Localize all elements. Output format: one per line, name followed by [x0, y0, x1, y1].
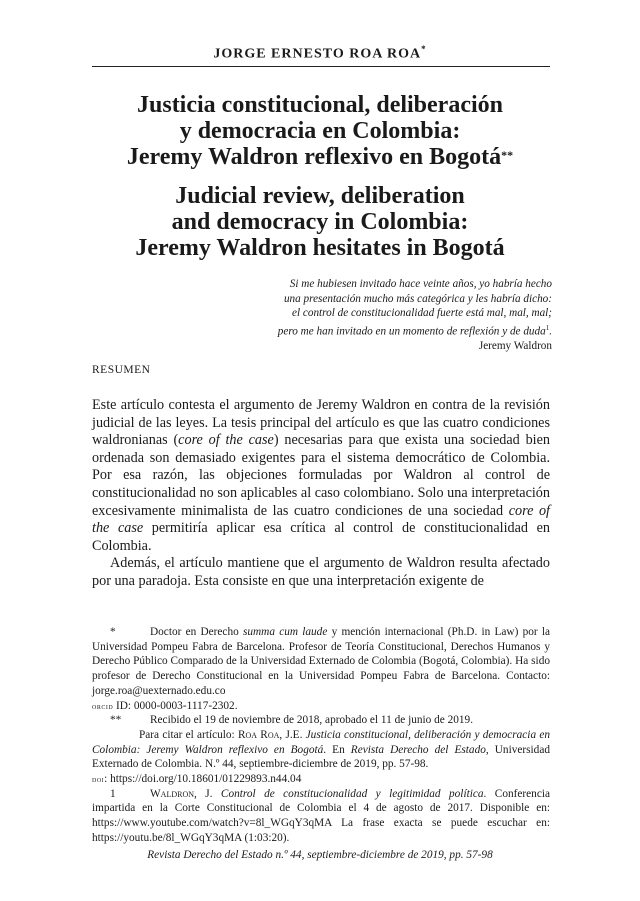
footnote-star-text-b: y mención internacional (Ph.D. in Law) por la Universidad Pompeu Fabra de Barcelona. Profesor de Teoría Constitucional, Derechos Humanos y Derecho Público Comparado de la Universidad Externado de Colombia (Bogotá, Colombia). Ha sido profesor de Derecho Constitucional en la Universidad Pompeu Fabra de Barcelona. Contacto: jorge.roa@uexternado.edu.co [92, 626, 551, 697]
epigraph-line-4: pero me han invitado en un momento de reflexión y de duda [277, 325, 546, 338]
abstract-p1-text-a: Este artículo contesta el argumento de Jeremy Waldron en contra de la revisión judicial de las leyes. La tesis principal del artículo es que las cuatro condiciones waldronianas ( [92, 397, 550, 449]
title-footnote-mark[interactable]: ** [501, 148, 514, 162]
title-en-line-3: Jeremy Waldron hesitates in Bogotá [135, 235, 505, 261]
footnote-1-mark: 1 [110, 787, 116, 800]
journal-footer: Revista Derecho del Estado n.º 44, septiembre-diciembre de 2019, pp. 57-98 [147, 849, 493, 861]
epigraph-period: . [549, 325, 552, 338]
title-spanish [60, 92, 580, 170]
abstract-p1-text-c: permitiría aplicar esa crítica al control de constitucionalidad en Colombia. [92, 520, 550, 554]
doi-link[interactable]: : https://doi.org/10.18601/01229893.n44.04 [104, 773, 302, 786]
footnote-double-star [92, 713, 550, 728]
footnote-1-text[interactable]: . Conferencia impartida en la Corte Constitucional de Colombia el 4 de agosto de 2017. Disponible en: https://www.youtube.com/watch?v=8l_WGqY3qMA La frase exacta se puede escuchar en: https://youtu.be/8l_WGqY3qMA (1:03:20). [92, 787, 550, 844]
orcid-value[interactable]: ID: 0000-0003-1117-2302. [113, 699, 238, 712]
epigraph-line-2: una presentación mucho más categórica y les habría dicho: [283, 292, 552, 305]
running-header-author [0, 44, 640, 63]
abstract-p1-italic-b: core of the case [92, 502, 550, 537]
footnote-1 [92, 787, 550, 846]
footnote-double-star-mark: ** [110, 714, 122, 727]
citation-title: Justicia constitucional, deliberación y democracia en Colombia: Jeremy Waldron reflexivo en Bogotá [92, 728, 551, 756]
footnote-1-initial: , J. [194, 787, 221, 800]
epigraph-line-4-wrap [222, 321, 552, 339]
title-es-line-2: y democracia en Colombia: [179, 118, 461, 144]
citation-intro: Para citar el artículo: [139, 728, 238, 741]
orcid-label: orcid [92, 700, 114, 711]
citation-note [92, 728, 550, 772]
title-en-line-1: Judicial review, deliberation [175, 183, 465, 209]
abstract-body [92, 397, 550, 591]
footnote-1-title: Control de constitucionalidad y legitimidad política [220, 787, 484, 800]
epigraph-line-1: Si me hubiesen invitado hace veinte años, yo habría hecho [289, 278, 552, 290]
footnote-orcid [92, 699, 550, 714]
header-rule [92, 66, 550, 67]
title-es-line-1: Justicia constitucional, deliberación [137, 92, 503, 118]
citation-author: Roa Roa [237, 728, 280, 741]
abstract-p1-text-b: ) necesarias para que exista una sociedad bien ordenada son demasiado exigentes para el sistema democrático de Colombia. Por esa razón, las objeciones formuladas por Waldron al control de constitucionalidad no son aplicables al caso colombiano. Solo una interpretación excesivamente minimalista de las cuatro condiciones de una sociedad [92, 432, 550, 519]
footnote-1-author: Waldron [150, 787, 194, 800]
citation-journal: Revista Derecho del Estado [350, 743, 486, 756]
epigraph-source: Jeremy Waldron [478, 339, 552, 352]
footnote-star-text-a: Doctor en Derecho [150, 626, 243, 638]
footnotes [92, 625, 550, 846]
author-footnote-mark[interactable]: * [421, 44, 427, 54]
title-es-line-3-wrap [60, 144, 580, 170]
abstract-p1-italic-a: core of the case [178, 432, 274, 449]
footnote-star-italic: summa cum laude [242, 626, 328, 638]
title-en-line-2: and democracy in Colombia: [171, 209, 469, 235]
epigraph-footnote-ref[interactable]: 1 [545, 323, 550, 332]
footnote-star-mark: * [110, 626, 116, 638]
received-dates: Recibido el 19 de noviembre de 2018, aprobado el 11 de junio de 2019. [150, 714, 474, 727]
abstract-paragraph-2: Además, el artículo mantiene que el argumento de Waldron resulta afectado por una paradoja. Esta consiste en que una interpretación exigente de [92, 555, 550, 589]
epigraph [222, 277, 552, 353]
citation-details: , Universidad Externado de Colombia. N.º 44, septiembre-diciembre de 2019, pp. 57-98. [92, 743, 550, 771]
citation-initials: , J.E. [279, 728, 306, 741]
citation-connector: . En [323, 743, 351, 756]
footnote-doi [92, 772, 550, 787]
title-es-line-3: Jeremy Waldron reflexivo en Bogotá [126, 144, 502, 170]
footnote-star [92, 625, 550, 699]
epigraph-line-3: el control de constitucionalidad fuerte está mal, mal, mal; [292, 307, 552, 319]
abstract-paragraph-1 [92, 397, 550, 555]
author-name: JORGE ERNESTO ROA ROA [213, 46, 422, 62]
doi-label: doi [92, 774, 105, 785]
title-english [60, 183, 580, 261]
resumen-heading: RESUMEN [92, 364, 151, 376]
